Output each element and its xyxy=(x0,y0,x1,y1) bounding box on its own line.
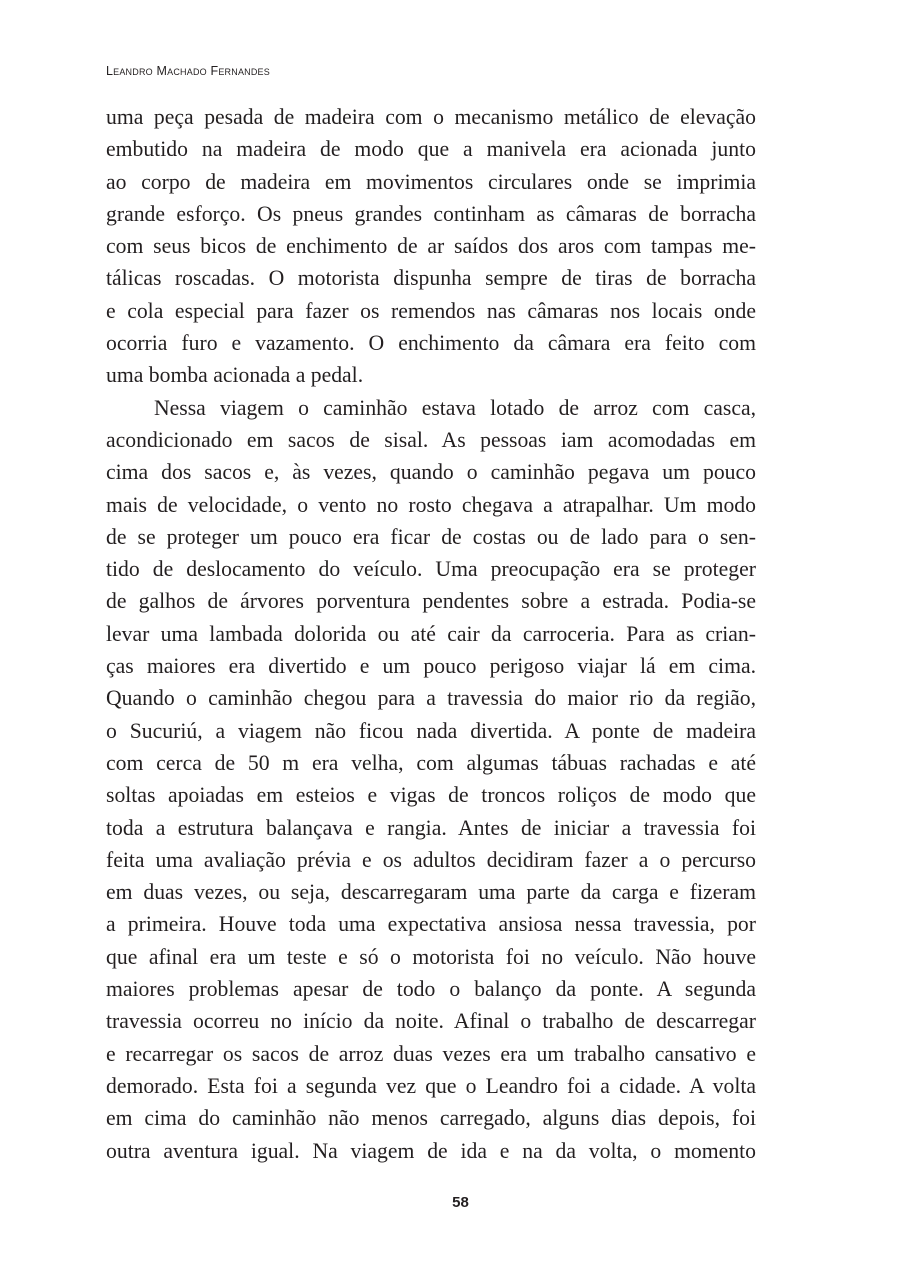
paragraph-2-line: Nessa viagem o caminhão estava lotado de arroz com casca, xyxy=(154,395,756,420)
paragraph-1-line: ocorria furo e vazamento. O enchimento da câmara era feito com xyxy=(106,331,756,356)
paragraph-2-line: o Sucuriú, a viagem não ficou nada divertida. A ponte de madeira xyxy=(106,718,756,743)
paragraph-2-line: em duas vezes, ou seja, descarregaram uma parte da carga e fizeram xyxy=(106,880,756,905)
running-header-author: Leandro Machado Fernandes xyxy=(106,64,270,78)
paragraph-2-line: em cima do caminhão não menos carregado, alguns dias depois, foi xyxy=(106,1106,756,1131)
paragraph-2-line: Quando o caminhão chegou para a travessia do maior rio da região, xyxy=(106,686,756,711)
paragraph-2-line: acondicionado em sacos de sisal. As pessoas iam acomodadas em xyxy=(106,427,756,452)
paragraph-1-line: uma peça pesada de madeira com o mecanismo metálico de elevação xyxy=(106,105,756,129)
paragraph-1-line: embutido na madeira de modo que a manivela era acionada junto xyxy=(106,137,756,162)
body-text xyxy=(106,101,756,1167)
paragraph-2-line: a primeira. Houve toda uma expectativa ansiosa nessa travessia, por xyxy=(106,912,756,937)
paragraph-2-line: outra aventura igual. Na viagem de ida e na da volta, o momento xyxy=(106,1138,756,1163)
paragraph-2-line: travessia ocorreu no início da noite. Afinal o trabalho de descarregar xyxy=(106,1009,756,1034)
paragraph-2-line: que afinal era um teste e só o motorista foi no veículo. Não houve xyxy=(106,944,756,969)
paragraph-2-line: toda a estrutura balançava e rangia. Antes de iniciar a travessia foi xyxy=(106,815,756,840)
paragraph-2-line: de galhos de árvores porventura pendentes sobre a estrada. Podia-se xyxy=(106,589,756,614)
paragraph-2-line: soltas apoiadas em esteios e vigas de troncos roliços de modo que xyxy=(106,783,756,808)
paragraph-1-line: uma bomba acionada a pedal. xyxy=(106,363,364,388)
page-number: 58 xyxy=(452,1194,469,1211)
paragraph-2-line: maiores problemas apesar de todo o balanço da ponte. A segunda xyxy=(106,977,756,1002)
paragraph-2-line: tido de deslocamento do veículo. Uma preocupação era se proteger xyxy=(106,557,756,582)
paragraph-1-line: tálicas roscadas. O motorista dispunha sempre de tiras de borracha xyxy=(106,266,756,291)
paragraph-2-line: com cerca de 50 m era velha, com algumas tábuas rachadas e até xyxy=(106,750,756,775)
paragraph-2-line: feita uma avaliação prévia e os adultos decidiram fazer a o percurso xyxy=(106,847,756,872)
paragraph-2-line: ças maiores era divertido e um pouco perigoso viajar lá em cima. xyxy=(106,654,756,679)
paragraph-1-line: grande esforço. Os pneus grandes continham as câmaras de borracha xyxy=(106,201,756,226)
paragraph-1-line: ao corpo de madeira em movimentos circulares onde se imprimia xyxy=(106,169,756,194)
paragraph-2-line: levar uma lambada dolorida ou até cair da carroceria. Para as crian- xyxy=(106,621,756,646)
paragraph-2-line: e recarregar os sacos de arroz duas vezes era um trabalho cansativo e xyxy=(106,1041,756,1066)
paragraph-1-line: com seus bicos de enchimento de ar saídos dos aros com tampas me- xyxy=(106,234,756,259)
paragraph-2-line: de se proteger um pouco era ficar de costas ou de lado para o sen- xyxy=(106,524,756,549)
paragraph-2-line: mais de velocidade, o vento no rosto chegava a atrapalhar. Um modo xyxy=(106,492,756,517)
paragraph-2-line: demorado. Esta foi a segunda vez que o Leandro foi a cidade. A volta xyxy=(106,1073,756,1098)
paragraph-2-line: cima dos sacos e, às vezes, quando o caminhão pegava um pouco xyxy=(106,460,756,485)
paragraph-1-line: e cola especial para fazer os remendos nas câmaras nos locais onde xyxy=(106,298,756,323)
